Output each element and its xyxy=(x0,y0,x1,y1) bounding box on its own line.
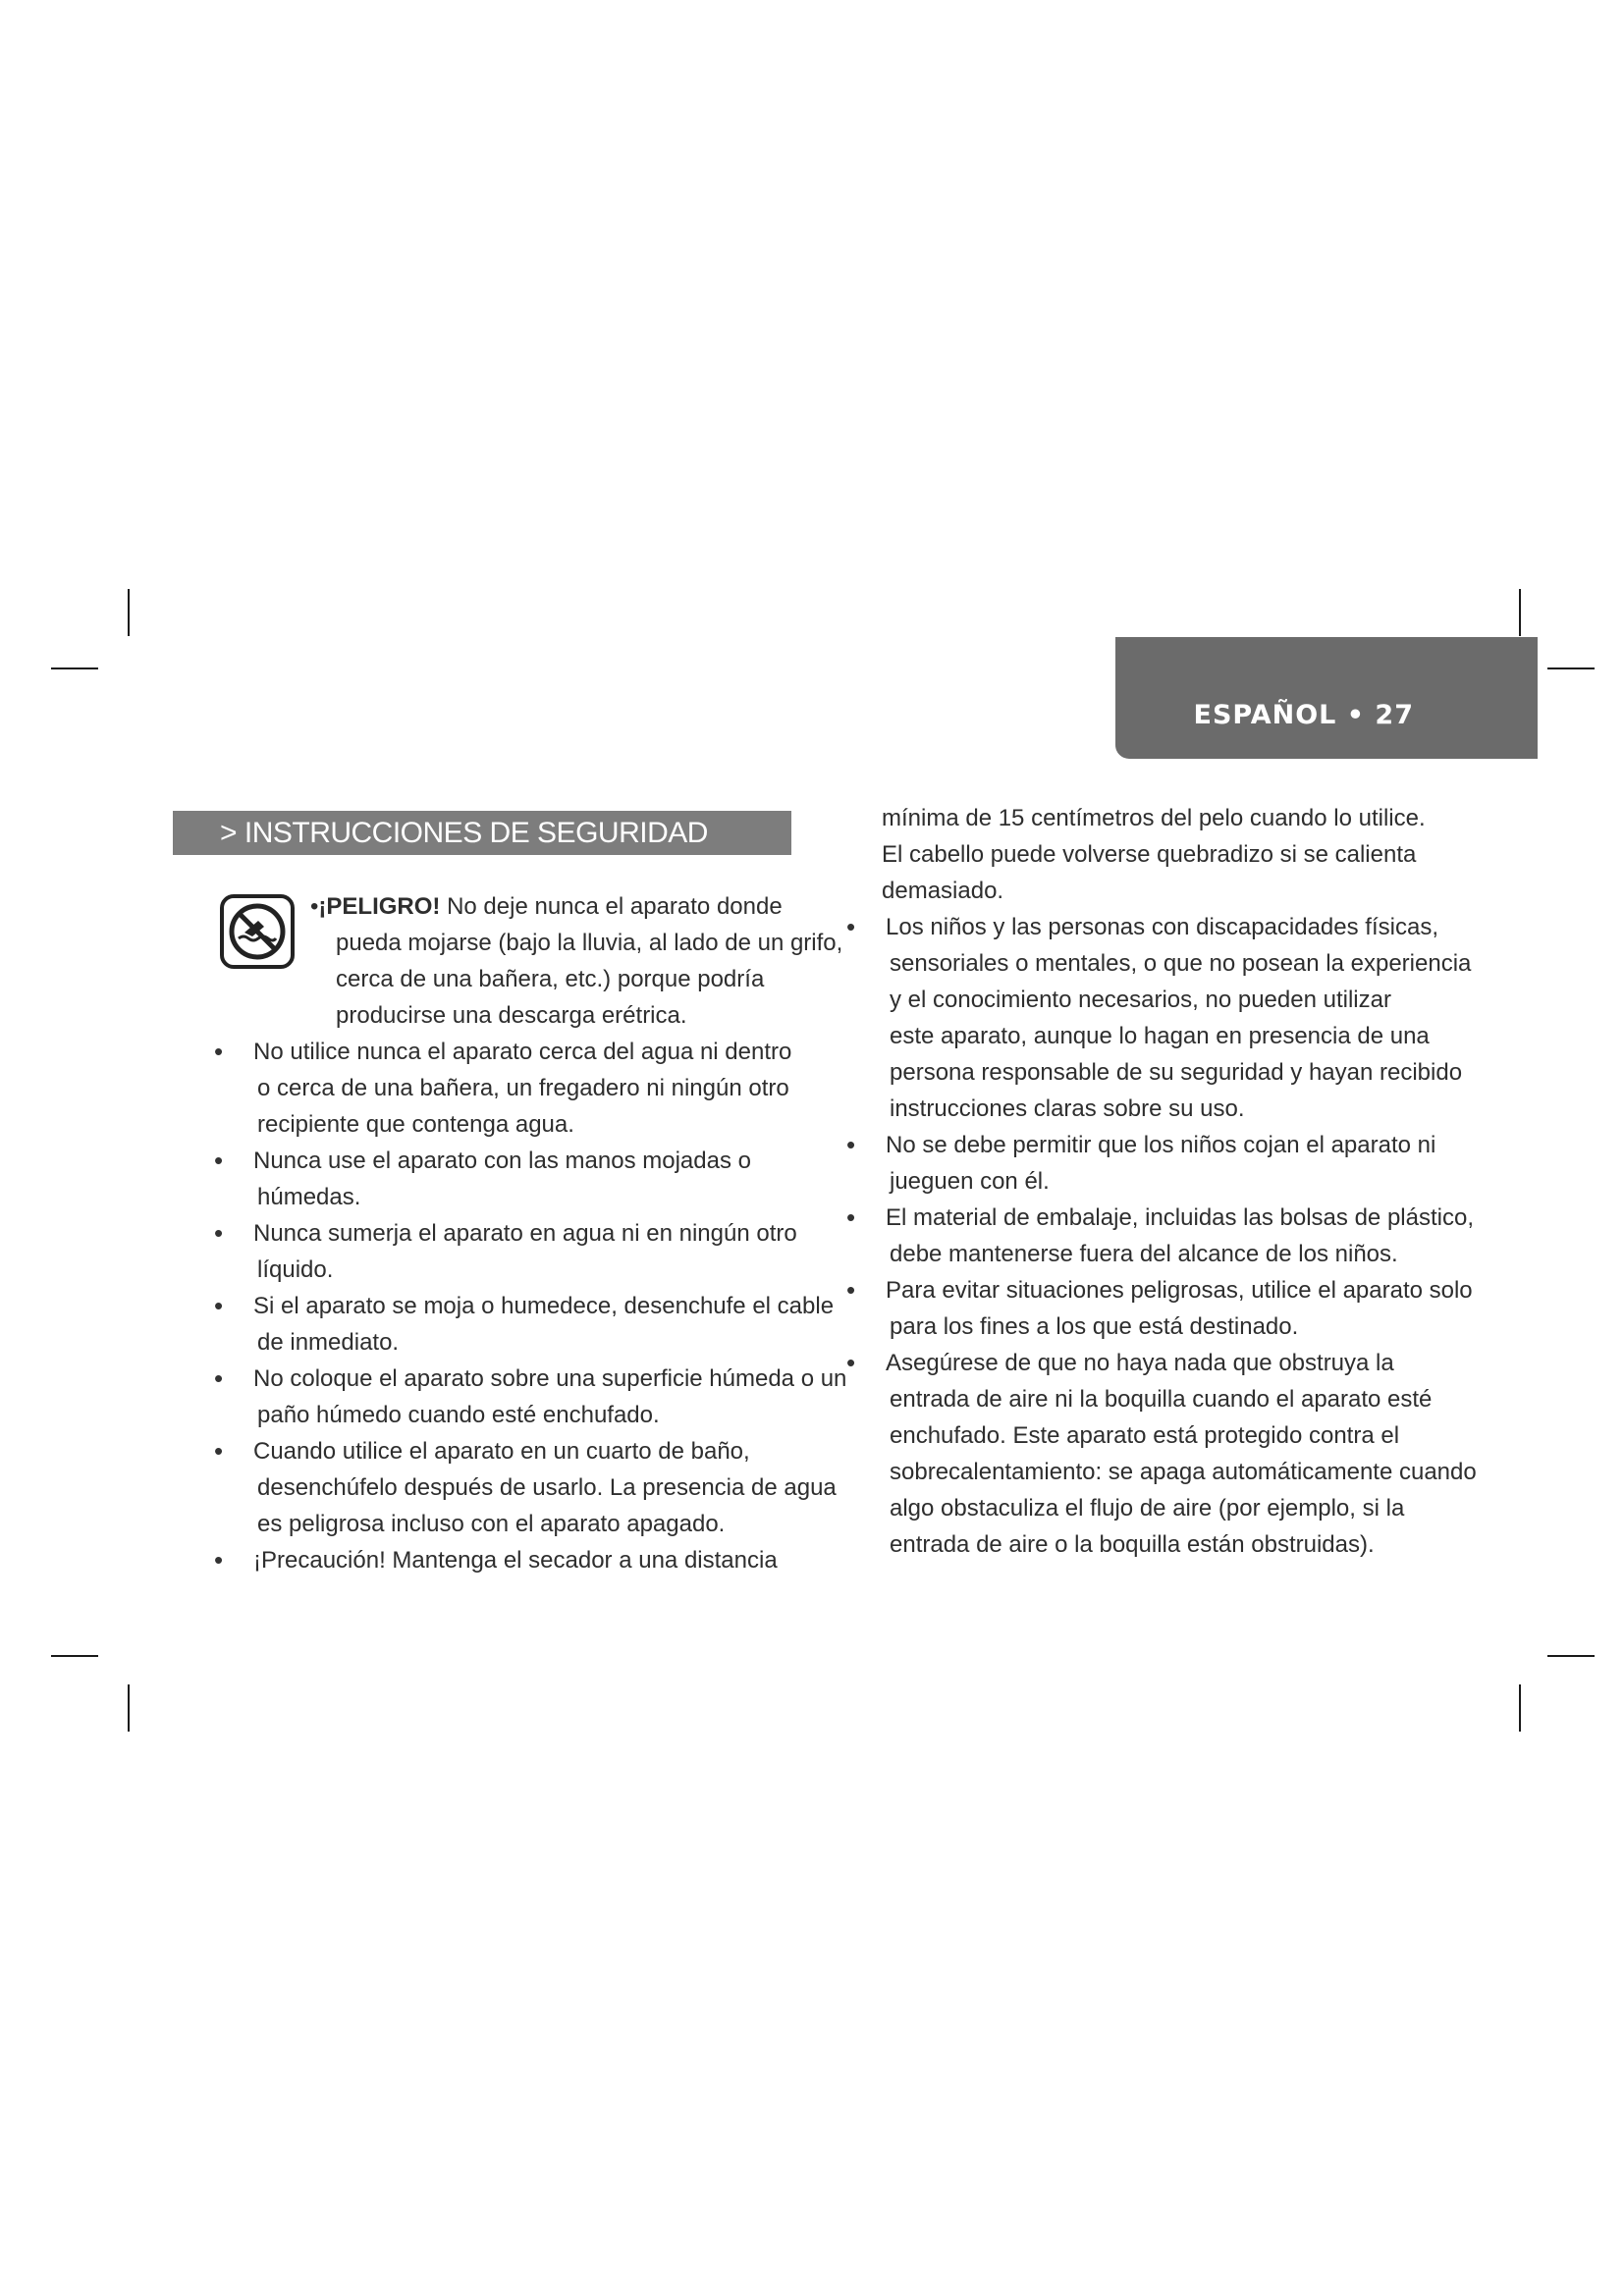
danger-text: No deje nunca el aparato donde xyxy=(440,893,783,920)
list-item-line: desenchúfelo después de usarlo. La presencia de agua xyxy=(257,1474,837,1501)
right-column xyxy=(846,800,1477,1563)
danger-warning-line: •¡PELIGRO! No deje nunca el aparato donde xyxy=(310,893,783,920)
list-item xyxy=(846,1345,1477,1563)
list-item-line: enchufado. Este aparato está protegido contra el xyxy=(890,1422,1400,1449)
list-item-line: líquido. xyxy=(257,1256,334,1283)
list-item-line: algo obstaculiza el flujo de aire (por ejemplo, si la xyxy=(890,1495,1405,1522)
left-column xyxy=(214,888,847,1578)
continued-paragraph xyxy=(846,800,1426,909)
list-item-line: sobrecalentamiento: se apaga automáticamente cuando xyxy=(890,1459,1477,1485)
list-item xyxy=(214,1034,803,1143)
list-item-line: entrada de aire o la boquilla están obstruidas). xyxy=(890,1531,1375,1558)
list-item-line: debe mantenerse fuera del alcance de los niños. xyxy=(890,1241,1398,1267)
list-item-line: persona responsable de su seguridad y hayan recibido xyxy=(890,1059,1463,1086)
list-item xyxy=(846,1200,1474,1272)
left-bullet-list xyxy=(214,1034,847,1578)
crop-mark-bottom-right-h xyxy=(1547,1655,1595,1657)
list-item-line: • No coloque el aparato sobre una superficie húmeda o un xyxy=(253,1365,847,1392)
crop-mark-top-right-h xyxy=(1547,667,1595,669)
list-item-line: este aparato, aunque lo hagan en presencia de una xyxy=(890,1023,1430,1049)
list-item xyxy=(846,909,1472,1127)
list-item xyxy=(214,1542,803,1578)
list-item-line: • Para evitar situaciones peligrosas, utilice el aparato solo xyxy=(886,1277,1473,1304)
list-item xyxy=(846,1272,1473,1345)
list-item xyxy=(214,1361,847,1433)
list-item-line: • Asegúrese de que no haya nada que obstruya la xyxy=(886,1350,1394,1376)
list-item-line: es peligrosa incluso con el aparato apagado. xyxy=(257,1511,726,1537)
continued-line: El cabello puede volverse quebradizo si se calienta xyxy=(882,841,1417,868)
list-item-line: recipiente que contenga agua. xyxy=(257,1111,574,1138)
list-item-line: instrucciones claras sobre su uso. xyxy=(890,1095,1245,1122)
language-page-tab xyxy=(1115,637,1538,759)
list-item-line: o cerca de una bañera, un fregadero ni ningún otro xyxy=(257,1075,789,1101)
list-item xyxy=(214,1215,803,1288)
list-item-line: jueguen con él. xyxy=(890,1168,1050,1195)
danger-warning-line: pueda mojarse (bajo la lluvia, al lado de un grifo, xyxy=(336,930,843,956)
continued-line: demasiado. xyxy=(882,878,1004,904)
crop-mark-bottom-right-v xyxy=(1519,1684,1521,1732)
list-item-line: húmedas. xyxy=(257,1184,361,1210)
section-title: > INSTRUCCIONES DE SEGURIDAD xyxy=(173,811,791,855)
crop-mark-top-left-v xyxy=(128,589,130,636)
danger-warning xyxy=(310,888,843,1034)
list-item-line: • No utilice nunca el aparato cerca del agua ni dentro xyxy=(253,1039,792,1065)
list-item-line: y el conocimiento necesarios, no pueden utilizar xyxy=(890,987,1391,1013)
list-item xyxy=(214,1143,803,1215)
list-item-line: entrada de aire ni la boquilla cuando el aparato esté xyxy=(890,1386,1433,1413)
list-item-line: • Cuando utilice el aparato en un cuarto de baño, xyxy=(253,1438,750,1465)
danger-warning-line: cerca de una bañera, etc.) porque podría xyxy=(336,966,765,992)
list-item-line: • Si el aparato se moja o humedece, desenchufe el cable xyxy=(253,1293,835,1319)
list-item-line: • ¡Precaución! Mantenga el secador a una distancia xyxy=(253,1547,778,1574)
list-item-line: • Los niños y las personas con discapacidades físicas, xyxy=(886,914,1438,940)
continued-line: mínima de 15 centímetros del pelo cuando lo utilice. xyxy=(882,805,1426,831)
danger-warning-line: producirse una descarga erétrica. xyxy=(336,1002,687,1029)
list-item-line: • No se debe permitir que los niños cojan el aparato ni xyxy=(886,1132,1436,1158)
list-item xyxy=(214,1288,835,1361)
list-item-line: paño húmedo cuando esté enchufado. xyxy=(257,1402,660,1428)
list-item xyxy=(214,1433,837,1542)
list-item-line: sensoriales o mentales, o que no posean la experiencia xyxy=(890,950,1472,977)
tab-label: ESPAÑOL • 27 xyxy=(1193,700,1414,730)
danger-title: ¡PELIGRO! xyxy=(318,893,441,920)
list-item-line: • Nunca use el aparato con las manos mojadas o xyxy=(253,1148,751,1174)
list-item xyxy=(846,1127,1436,1200)
right-bullet-list xyxy=(846,909,1477,1563)
list-item-line: para los fines a los que está destinado. xyxy=(890,1313,1299,1340)
list-item-line: • Nunca sumerja el aparato en agua ni en ningún otro xyxy=(253,1220,797,1247)
list-item-line: • El material de embalaje, incluidas las bolsas de plástico, xyxy=(886,1204,1474,1231)
crop-mark-top-right-v xyxy=(1519,589,1521,636)
crop-mark-bottom-left-v xyxy=(128,1684,130,1732)
crop-mark-top-left-h xyxy=(51,667,98,669)
crop-mark-bottom-left-h xyxy=(51,1655,98,1657)
list-item-line: de inmediato. xyxy=(257,1329,400,1356)
